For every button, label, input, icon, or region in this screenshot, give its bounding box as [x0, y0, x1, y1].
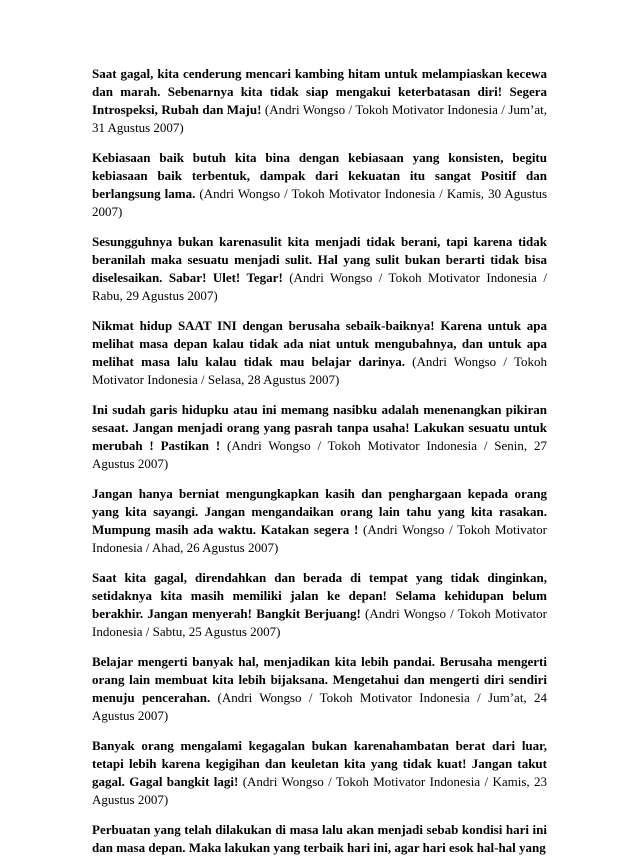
quote-text: Saat gagal, kita cenderung mencari kambing hitam untuk melampiaskan kecewa dan marah. Sebenarnya kita tidak siap mengakui keterbatasan diri! Segera Introspeksi, Rubah dan Maju! [92, 66, 547, 117]
quote-paragraph [92, 65, 547, 137]
quote-attribution: (Andri Wongso / Tokoh Motivator Indonesia / Jum’at, 24 Agustus 2007) [92, 690, 547, 723]
quote-attribution: (Andri Wongso / Tokoh Motivator Indonesia / Ahad, 26 Agustus 2007) [92, 522, 547, 555]
quote-attribution: (Andri Wongso / Tokoh Motivator Indonesia / Kamis, 23 Agustus 2007) [92, 774, 547, 807]
quote-paragraph [92, 485, 547, 557]
document-page [92, 65, 548, 855]
quote-paragraph [92, 569, 547, 641]
quote-attribution: (Andri Wongso / Tokoh Motivator Indonesia / Senin, 27 Agustus 2007) [92, 438, 547, 471]
quote-text: Saat kita gagal, direndahkan dan berada di tempat yang tidak dinginkan, setidaknya kita masih memiliki jalan ke depan! Selama kehidupan belum berakhir. Jangan menyerah! Bangkit Berjuang! [92, 570, 547, 621]
quote-text: Belajar mengerti banyak hal, menjadikan kita lebih pandai. Berusaha mengerti orang lain membuat kita lebih bijaksana. Mengetahui dan mengerti diri sendiri menuju pencerahan. [92, 654, 547, 705]
quote-attribution: (Andri Wongso / Tokoh Motivator Indonesia / Sabtu, 25 Agustus 2007) [92, 606, 547, 639]
quote-attribution: (Andri Wongso / Tokoh Motivator Indonesia / Rabu, 29 Agustus 2007) [92, 270, 547, 303]
quote-attribution: (Andri Wongso / Tokoh Motivator Indonesia / Selasa, 28 Agustus 2007) [92, 354, 548, 387]
quote-attribution: (Andri Wongso / Tokoh Motivator Indonesia / Jum’at, 31 Agustus 2007) [92, 102, 547, 135]
quote-paragraph [92, 149, 547, 221]
quote-text: Perbuatan yang telah dilakukan di masa lalu akan menjadi sebab kondisi hari ini dan masa depan. Maka lakukan yang terbaik hari ini, agar hari esok hal-hal yang [92, 822, 547, 855]
quote-paragraph [92, 317, 547, 389]
quote-text: Kebiasaan baik butuh kita bina dengan kebiasaan yang konsisten, begitu kebiasaan baik terbentuk, dampak dari kekuatan itu sangat Positif dan berlangsung lama. [92, 150, 547, 201]
quote-text: Nikmat hidup SAAT INI dengan berusaha sebaik-baiknya! Karena untuk apa melihat masa depan kalau tidak ada niat untuk mengubahnya, dan untuk apa melihat masa lalu kalau tidak mau belajar darinya. [92, 318, 547, 369]
quote-paragraph [92, 233, 547, 305]
quote-paragraph [92, 737, 547, 809]
quote-paragraph [92, 401, 547, 473]
quote-text: Banyak orang mengalami kegagalan bukan karenahambatan berat dari luar, tetapi lebih karena kegigihan dan keuletan kita yang tidak kuat! Jangan takut gagal. Gagal bangkit lagi! [92, 738, 547, 789]
quote-text: Jangan hanya berniat mengungkapkan kasih dan penghargaan kepada orang yang kita sayangi. Jangan mengandaikan orang lain tahu yang kita rasakan. Mumpung masih ada waktu. Katakan segera ! [92, 486, 547, 537]
quote-text: Ini sudah garis hidupku atau ini memang nasibku adalah menenangkan pikiran sesaat. Jangan menjadi orang yang pasrah tanpa usaha! Lakukan sesuatu untuk merubah ! Pastikan ! [92, 402, 547, 453]
quote-attribution: (Andri Wongso / Tokoh Motivator Indonesia / Kamis, 30 Agustus 2007) [92, 186, 548, 219]
quote-text: Sesungguhnya bukan karenasulit kita menjadi tidak berani, tapi karena tidak beranilah maka sesuatu menjadi sulit. Hal yang sulit bukan berarti tidak bisa diselesaikan. Sabar! Ulet! Tegar! [92, 234, 547, 285]
quote-paragraph [92, 653, 547, 725]
quote-paragraph [92, 821, 547, 857]
